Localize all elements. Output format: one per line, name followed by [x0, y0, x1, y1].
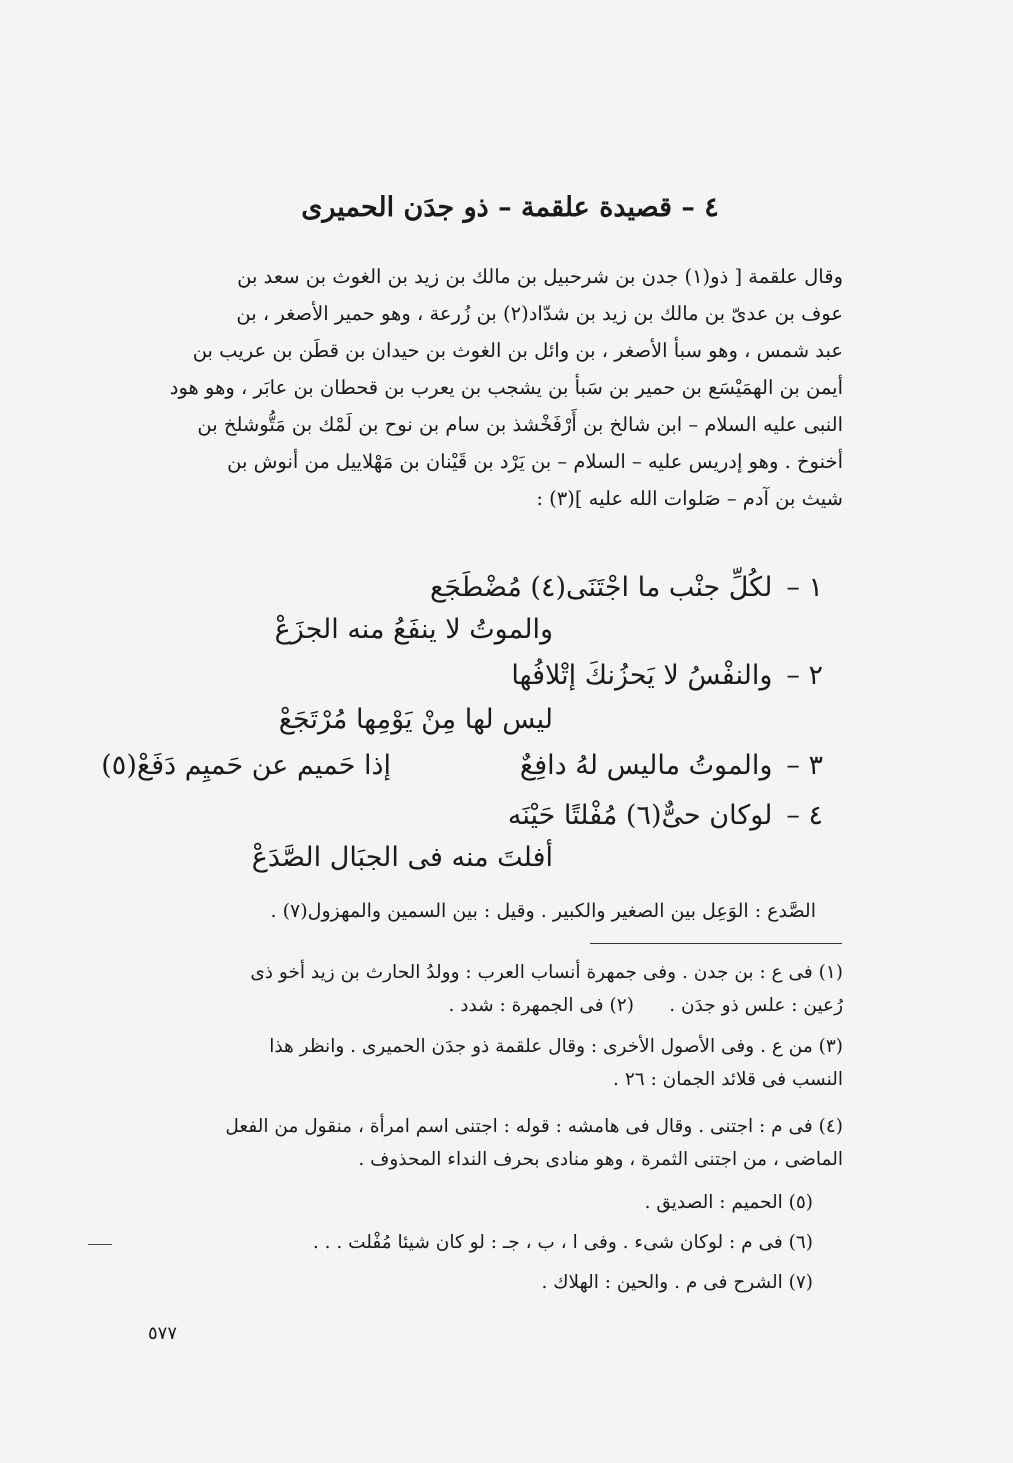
verse-4-first-hemistich: [508, 800, 823, 831]
footnote-1-2: [128, 956, 843, 1022]
verse-number: ٣ –: [786, 750, 823, 781]
verse-4-second-hemistich: أفلتَ منه فى الجبَال الصَّدَعْ: [251, 842, 553, 873]
intro-paragraph: [128, 258, 843, 517]
verse-3-first-hemistich: [520, 750, 823, 781]
poem-heading: ٤ – قصيدة علقمة – ذو جدَن الحميرى: [301, 192, 719, 223]
margin-mark: [88, 1244, 112, 1245]
verse-2-second-hemistich: ليس لها مِنْ يَوْمِها مُرْتَجَعْ: [278, 704, 553, 735]
verse-3-second-hemistich: إذا حَميم عن حَميِم دَفَعْ(٥): [101, 750, 391, 781]
footnote-3: [128, 1030, 843, 1096]
footnote-line: الماضى ، من اجتنى الثمرة ، وهو منادى بحرف النداء المحذوف .: [358, 1149, 843, 1170]
footnote-divider: [590, 943, 842, 944]
hemistich-text: لكُلِّ جنْب ما اجْتَنَى(٤) مُضْطَجَع: [430, 572, 773, 603]
footnote-line: النسب فى قلائد الجمان : ٢٦ .: [613, 1069, 843, 1090]
verse-gloss: الصَّدع : الوَعِل بين الصغير والكبير . وقيل : بين السمين والمهزول(٧) .: [270, 900, 816, 922]
footnote-5: [645, 1186, 813, 1219]
intro-line: شيث بن آدم – صَلوات الله عليه ](٣) :: [536, 487, 843, 510]
intro-line: وقال علقمة [ ذو(١) جدن بن شرحبيل بن مالك بن زيد بن الغوث بن سعد بن: [237, 265, 843, 288]
hemistich-text: والموتُ ماليس لهُ دافِعٌ: [519, 750, 773, 781]
verse-number: ٤ –: [786, 800, 823, 831]
intro-line: أخنوخ . وهو إدريس عليه – السلام – بن يَرْد بن قَيْنان بن مَهْلاييل من أنوش بن: [227, 450, 843, 473]
footnote-line: (١) فى ع : بن جدن . وفى جمهرة أنساب العرب : وولدُ الحارث بن زيد أخو ذى: [250, 962, 843, 983]
footnote-line: (٥) الحميم : الصديق .: [644, 1192, 813, 1213]
hemistich-text: لوكان حىٌّ(٦) مُفْلتًا حَيْنَه: [507, 800, 773, 831]
footnote-6: [313, 1226, 813, 1259]
footnote-line: (٧) الشرح فى م . والحين : الهلاك .: [541, 1272, 813, 1293]
page-number: ٥٧٧: [148, 1323, 178, 1344]
verse-number: ١ –: [786, 572, 823, 603]
verse-1-first-hemistich: [430, 572, 823, 603]
intro-line: أيمن بن الهمَيْسَع بن حمير بن سَبأ بن يشجب بن يعرب بن قحطان بن عابَر ، وهو هود: [169, 376, 843, 399]
footnote-line: (٣) من ع . وفى الأصول الأخرى : وقال علقمة ذو جدَن الحميرى . وانظر هذا: [269, 1036, 843, 1057]
intro-line: النبى عليه السلام – ابن شالخ بن أَرْفَخْشذ بن سام بن نوح بن لَمْك بن مَتُّوشلخ بن: [197, 413, 843, 436]
verse-number: ٢ –: [786, 660, 823, 691]
intro-line: عبد شمس ، وهو سبأ الأصغر ، بن وائل بن الغوث بن حيدان بن قطَن بن عريب بن: [192, 339, 843, 362]
footnote-line: (٦) فى م : لوكان شىء . وفى ا ، ب ، جـ : لو كان شيئا مُفْلت . . .: [312, 1232, 813, 1253]
hemistich-text: والنفْسُ لا يَحزُنكَ إتْلافُها: [511, 660, 773, 691]
footnote-4: [128, 1110, 843, 1176]
intro-line: عوف بن عدىّ بن مالك بن زيد بن شدّاد(٢) بن زُرعة ، وهو حمير الأصغر ، بن: [236, 302, 843, 325]
footnote-7: [542, 1266, 813, 1299]
verse-2-first-hemistich: [511, 660, 823, 691]
footnote-line: (٤) فى م : اجتنى . وقال فى هامشه : قوله : اجتنى اسم امرأة ، منقول من الفعل: [225, 1116, 843, 1137]
footnote-line: رُعين : علس ذو جدَن . (٢) فى الجمهرة : شدد .: [448, 995, 843, 1016]
verse-1-second-hemistich: والموتُ لا ينفَعُ منه الجزَعْ: [274, 614, 553, 645]
